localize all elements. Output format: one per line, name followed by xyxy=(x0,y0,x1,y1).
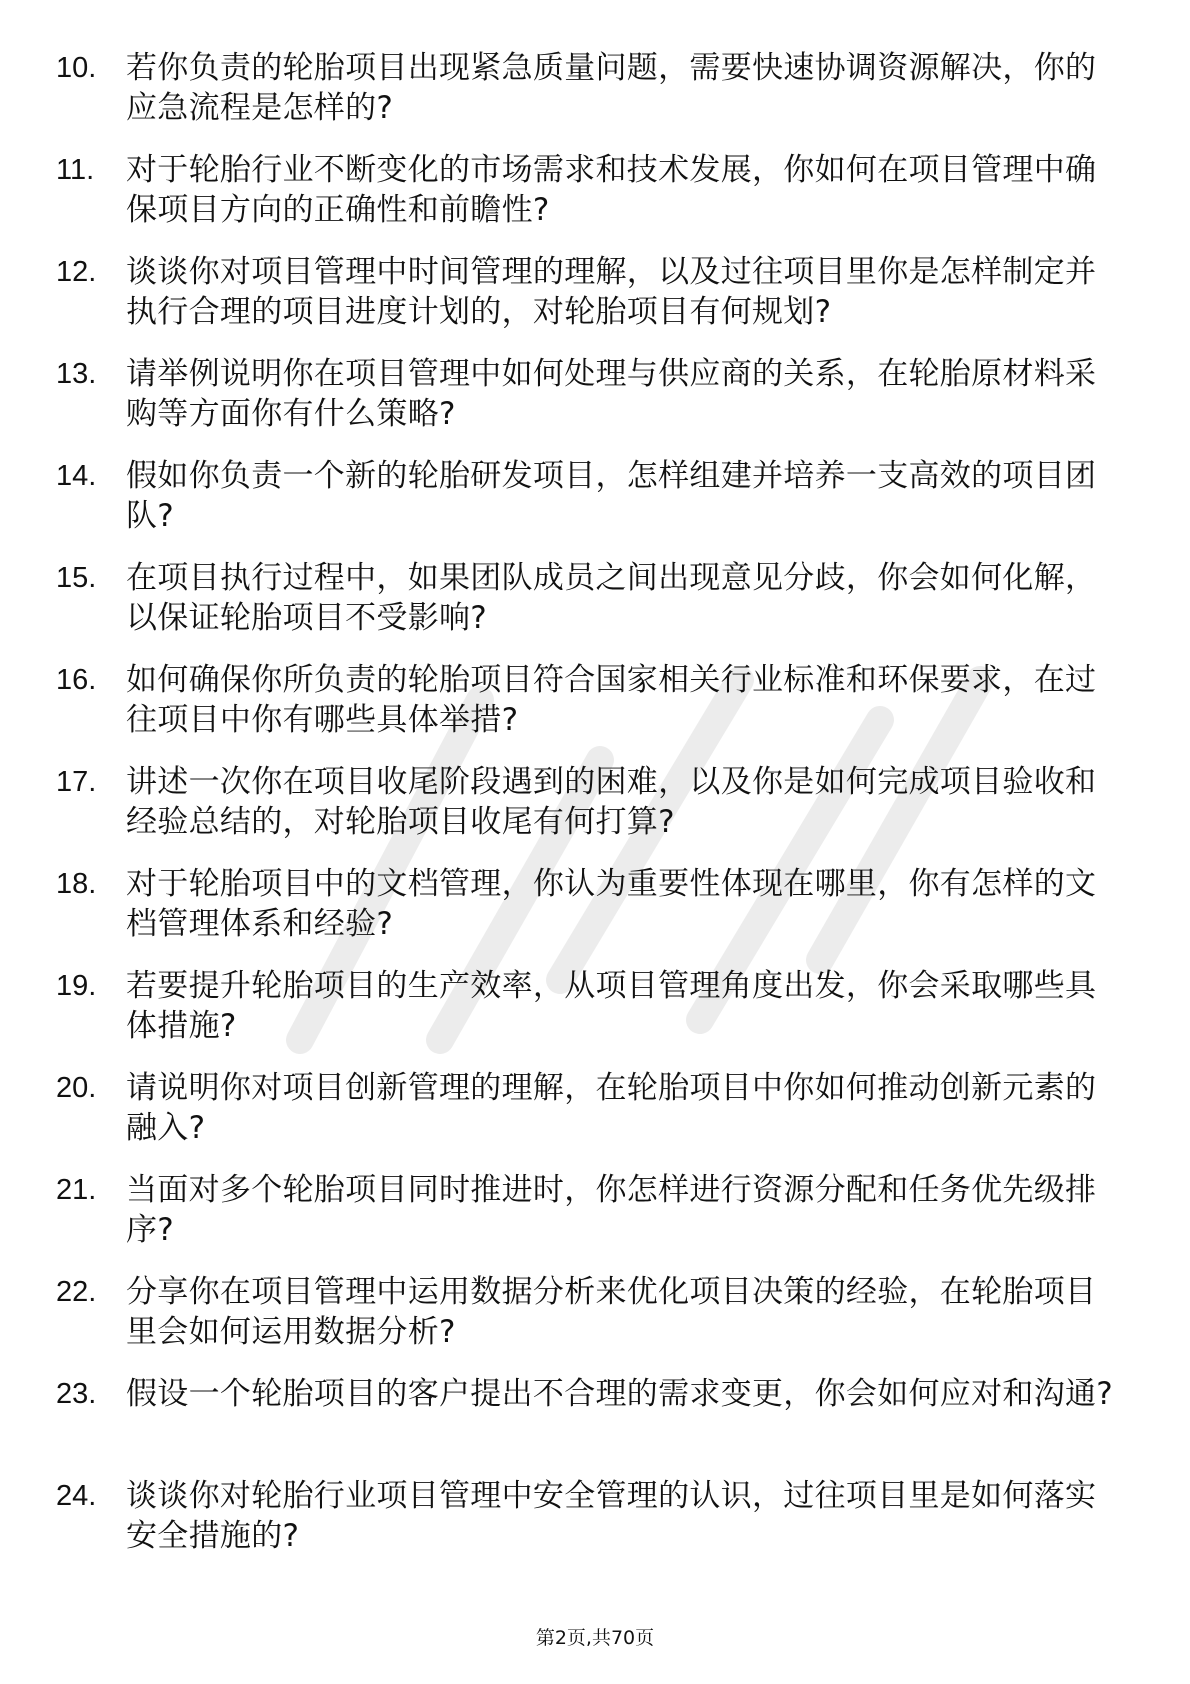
question-number: 24. xyxy=(56,1480,97,1512)
question-text: 谈谈你对轮胎行业项目管理中安全管理的认识，过往项目里是如何落实安全措施的? xyxy=(126,1478,1097,1554)
question-list xyxy=(56,48,1116,1578)
question-number: 15. xyxy=(56,562,97,594)
list-item xyxy=(56,1374,1116,1454)
question-number: 20. xyxy=(56,1072,97,1104)
question-number: 18. xyxy=(56,868,97,900)
question-number: 23. xyxy=(56,1378,97,1410)
question-number: 13. xyxy=(56,358,97,390)
page-number-footer: 第2页,共70页 xyxy=(535,1627,655,1649)
list-item xyxy=(56,48,1116,128)
question-number: 21. xyxy=(56,1174,97,1206)
list-item xyxy=(56,660,1116,740)
list-item xyxy=(56,1170,1116,1250)
question-number: 14. xyxy=(56,460,97,492)
question-text: 谈谈你对项目管理中时间管理的理解，以及过往项目里你是怎样制定并执行合理的项目进度计划的，对轮胎项目有何规划? xyxy=(126,254,1097,330)
question-text: 若要提升轮胎项目的生产效率，从项目管理角度出发，你会采取哪些具体措施? xyxy=(126,968,1097,1044)
question-text: 若你负责的轮胎项目出现紧急质量问题，需要快速协调资源解决，你的应急流程是怎样的? xyxy=(126,50,1097,126)
question-number: 11. xyxy=(56,154,95,186)
question-text: 分享你在项目管理中运用数据分析来优化项目决策的经验，在轮胎项目里会如何运用数据分析? xyxy=(126,1274,1097,1350)
list-item xyxy=(56,354,1116,434)
list-item xyxy=(56,1476,1116,1556)
list-item xyxy=(56,1068,1116,1148)
list-item xyxy=(56,252,1116,332)
list-item xyxy=(56,1272,1116,1352)
question-number: 12. xyxy=(56,256,97,288)
question-text: 请举例说明你在项目管理中如何处理与供应商的关系，在轮胎原材料采购等方面你有什么策略? xyxy=(126,356,1097,432)
list-item xyxy=(56,966,1116,1046)
question-number: 10. xyxy=(56,52,97,84)
list-item xyxy=(56,864,1116,944)
list-item xyxy=(56,150,1116,230)
question-text: 对于轮胎项目中的文档管理，你认为重要性体现在哪里，你有怎样的文档管理体系和经验? xyxy=(126,866,1097,942)
list-item xyxy=(56,456,1116,536)
question-number: 19. xyxy=(56,970,97,1002)
question-text: 对于轮胎行业不断变化的市场需求和技术发展，你如何在项目管理中确保项目方向的正确性和前瞻性? xyxy=(126,152,1097,228)
question-text: 假设一个轮胎项目的客户提出不合理的需求变更，你会如何应对和沟通? xyxy=(126,1376,1114,1412)
list-item xyxy=(56,558,1116,638)
question-number: 17. xyxy=(56,766,97,798)
question-text: 请说明你对项目创新管理的理解，在轮胎项目中你如何推动创新元素的融入? xyxy=(126,1070,1097,1146)
list-item xyxy=(56,762,1116,842)
question-number: 16. xyxy=(56,664,97,696)
question-number: 22. xyxy=(56,1276,97,1308)
question-text: 当面对多个轮胎项目同时推进时，你怎样进行资源分配和任务优先级排序? xyxy=(126,1172,1097,1248)
question-text: 在项目执行过程中，如果团队成员之间出现意见分歧，你会如何化解，以保证轮胎项目不受影响? xyxy=(126,560,1097,636)
question-text: 假如你负责一个新的轮胎研发项目，怎样组建并培养一支高效的项目团队? xyxy=(126,458,1097,534)
question-text: 如何确保你所负责的轮胎项目符合国家相关行业标准和环保要求，在过往项目中你有哪些具体举措? xyxy=(126,662,1097,738)
question-text: 讲述一次你在项目收尾阶段遇到的困难，以及你是如何完成项目验收和经验总结的，对轮胎项目收尾有何打算? xyxy=(126,764,1097,840)
